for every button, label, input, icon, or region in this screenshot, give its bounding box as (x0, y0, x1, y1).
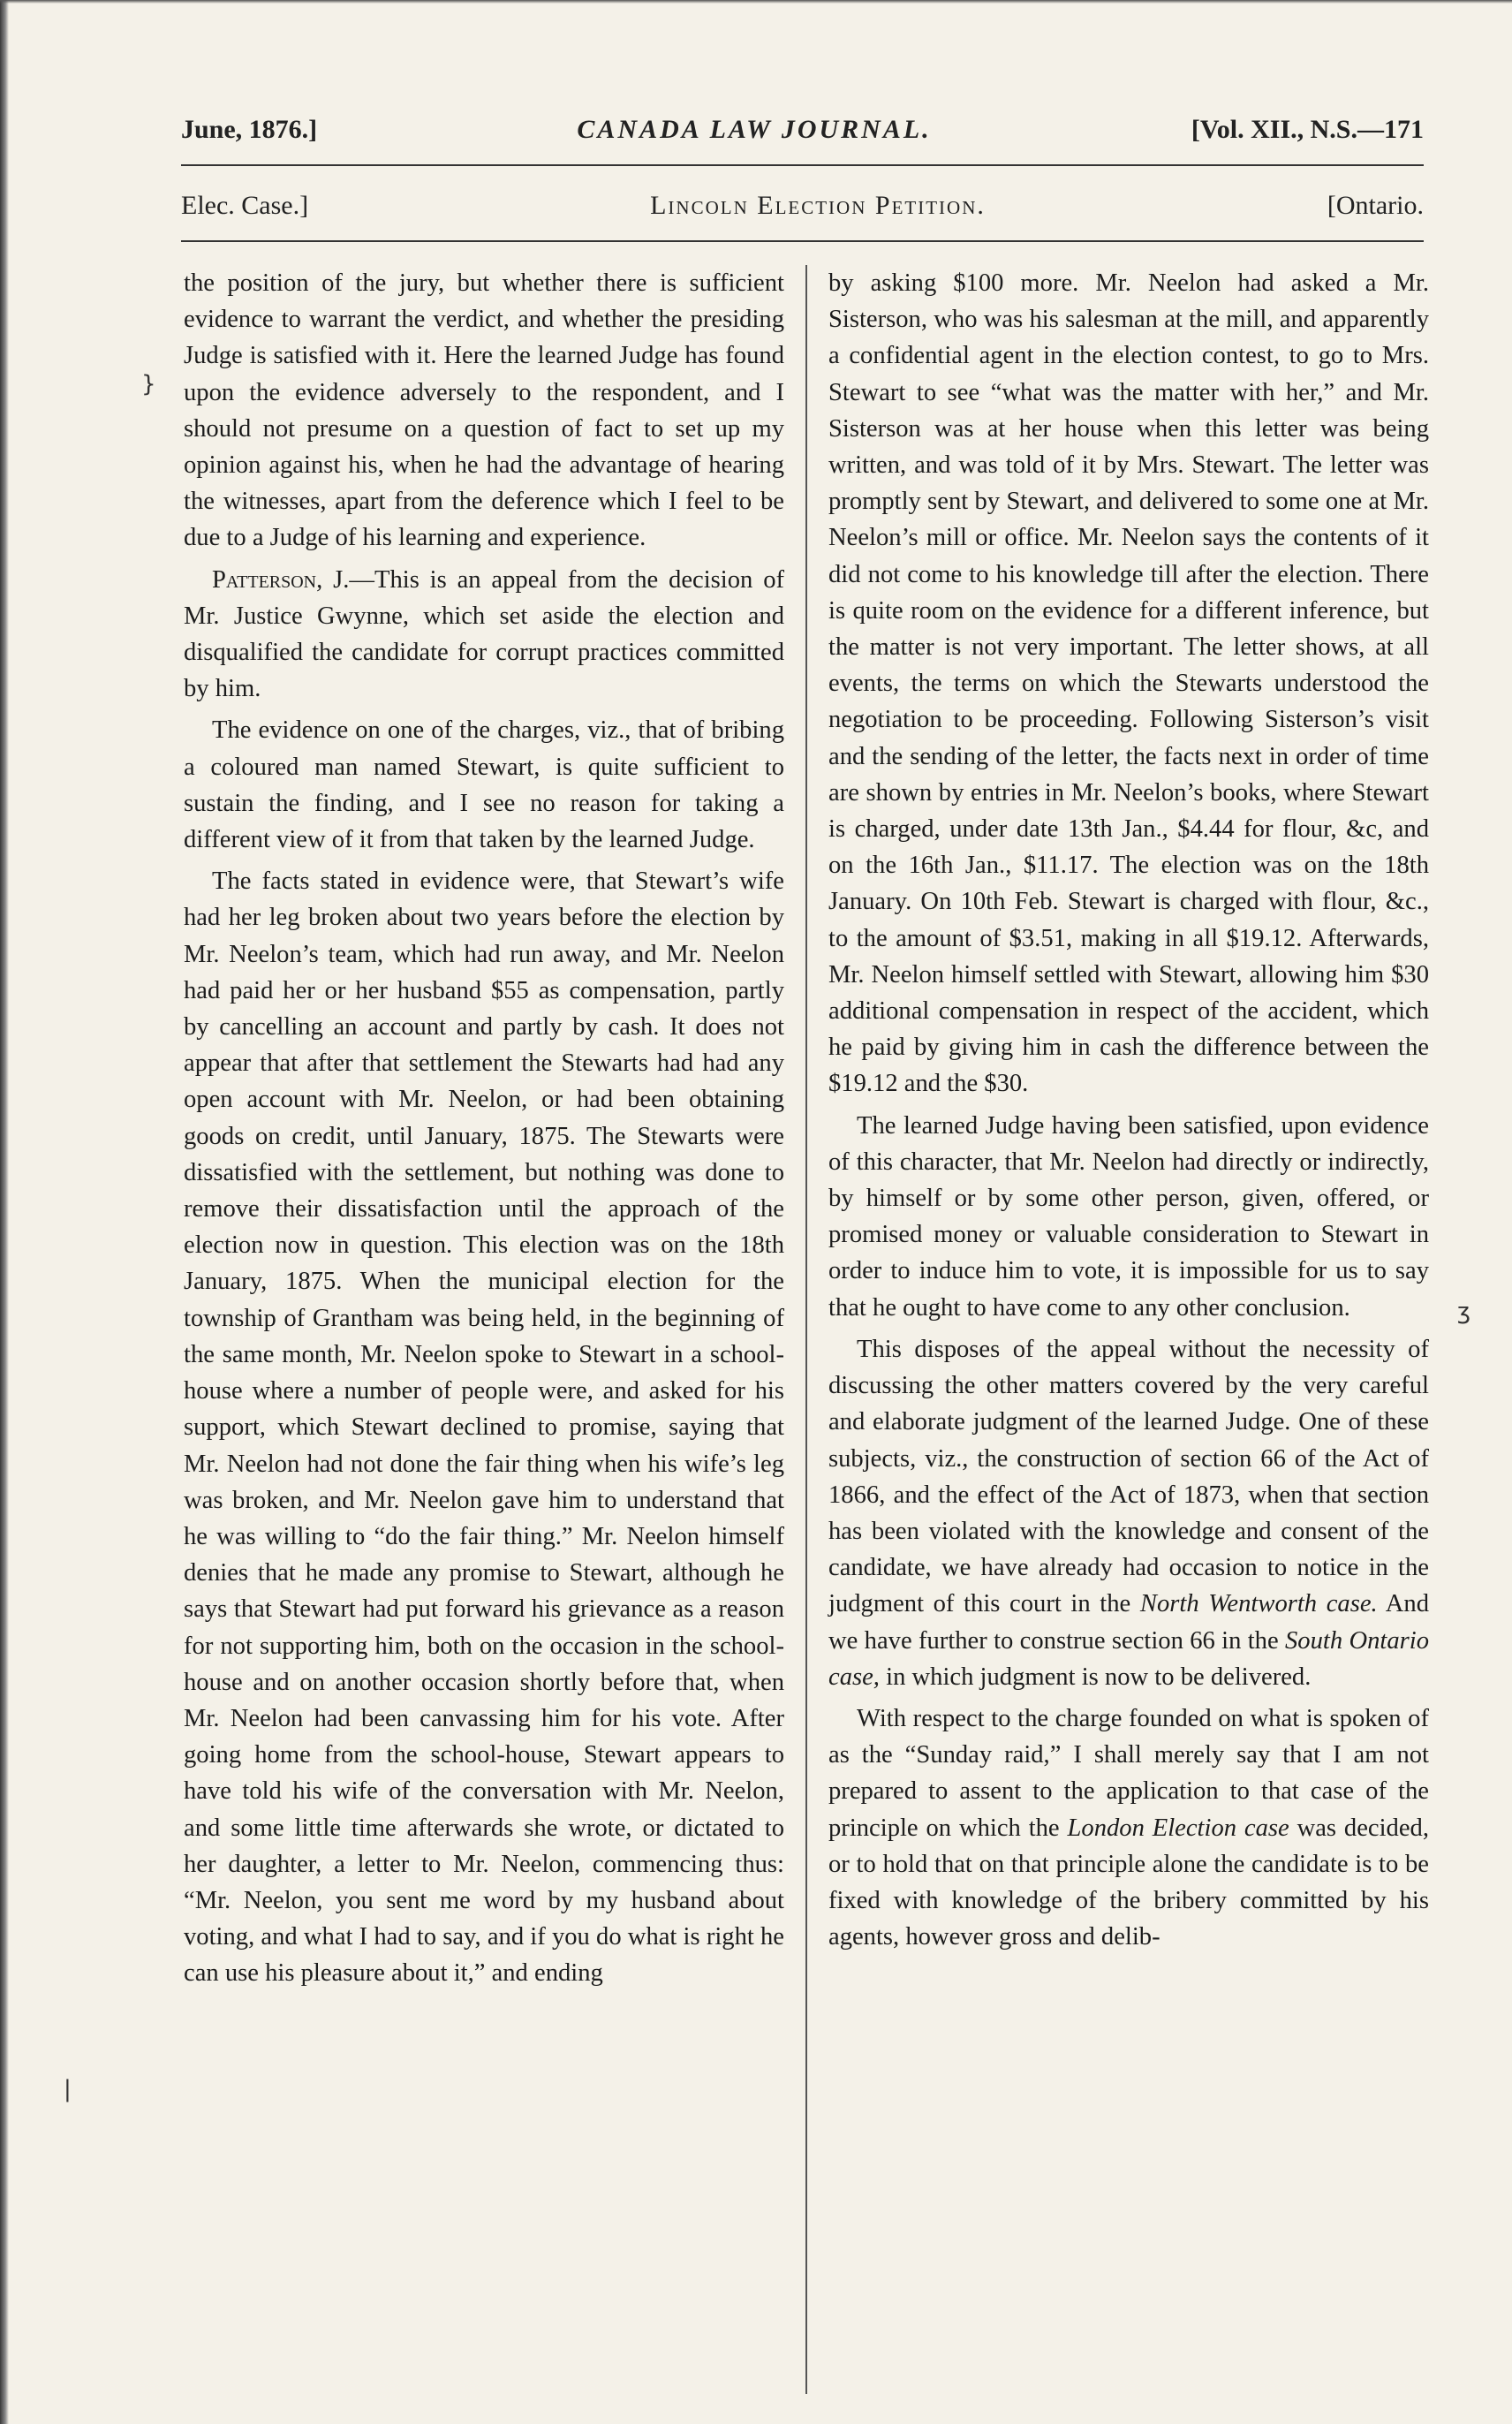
case-section-label: Elec. Case.] (181, 191, 309, 220)
header-journal-title: CANADA LAW JOURNAL. (577, 115, 932, 144)
paragraph-text: was decided, or to hold that on that principle alone the candidate is to be fixed with knowledge of the bribery committed by his agents, however gross and delib- (828, 1814, 1429, 1951)
paragraph (828, 1701, 1429, 1955)
header-rule (181, 164, 1424, 166)
paragraph: the position of the jury, but whether there is sufficient evidence to warrant the verdict, and whether the presiding Judge is satisfied with it. Here the learned Judge has found upon the evidence adversely to the respondent, and I should not presume on a question of fact to set up my opinion against his, when he had the advantage of hearing the witnesses, apart from the deference which I feel to be due to a Judge of his learning and experience. (184, 269, 784, 552)
paragraph-text: in which judgment is now to be delivered. (886, 1663, 1312, 1691)
case-title: Lincoln Election Petition. (650, 191, 986, 220)
left-column (184, 265, 784, 1992)
running-header (181, 115, 1424, 145)
right-column (828, 265, 1429, 1955)
case-header-rule (181, 240, 1424, 242)
paragraph: The evidence on one of the charges, viz., that of bribing a coloured man named Stewart, is quite sufficient to sustain the finding, and I see no reason for taking a different view of it from that taken by the learned Judge. (184, 716, 784, 854)
paragraph-text: And we have further to construe section 66 in the (828, 1590, 1430, 1655)
paragraph-text: This disposes of the appeal without the necessity of discussing the other matters covered by the very careful and elaborate judgment of the learned Judge. One of these subjects, viz., the construction of section 66 of the Act of 1866, and the effect of the Act of 1873, when that section has been violated with the knowledge and consent of the candidate, we have already had occasion to notice in the judgment of this court in the (828, 1335, 1429, 1618)
case-citation: South Ontario case, (828, 1626, 1430, 1691)
paragraph (828, 1331, 1429, 1695)
paragraph-text: —This is an appeal from the decision of Mr. Justice Gwynne, which set aside the election and disqualified the candidate for corrupt practices committed by him. (184, 565, 785, 703)
page-top-edge (0, 0, 1512, 4)
header-volume-page: [Vol. XII., N.S.—171 (1191, 115, 1424, 144)
column-divider (805, 265, 807, 2394)
paragraph (184, 562, 784, 708)
case-citation: North Wentworth case. (1139, 1590, 1378, 1618)
paragraph: The learned Judge having been satisfied, upon evidence of this character, that Mr. Neelon had directly or indirectly, by himself or by some other person, given, offered, or promised money or valuable consideration to Stewart in order to induce him to vote, it is impossible for us to say that he ought to have come to any other conclusion. (828, 1111, 1429, 1322)
header-date: June, 1876.] (181, 115, 318, 144)
paragraph-text: With respect to the charge founded on what is spoken of as the “Sunday raid,” I shall merely say that I am not prepared to assent to the application to that case of the principle on which the (828, 1704, 1429, 1842)
margin-annotation-mark: } (141, 371, 156, 398)
case-citation: London Election case (1067, 1814, 1289, 1842)
margin-annotation-mark: | (64, 2076, 72, 2102)
case-province: [Ontario. (1327, 191, 1424, 220)
paragraph: by asking $100 more. Mr. Neelon had asked a Mr. Sisterson, who was his salesman at the mill, and apparently a confidential agent in the election contest, to go to Mrs. Stewart to see “what was the matter with her,” and Mr. Sisterson was at her house when this letter was being written, and was told of it by Mrs. Stewart. The letter was promptly sent by Stewart, and delivered to some one at Mr. Neelon’s mill or office. Mr. Neelon says the contents of it did not come to his knowledge till after the election. There is quite room on the evidence for a different inference, but the matter is not very important. The letter shows, at all events, the terms on which the Stewarts understood the negotiation to be proceeding. Following Sisterson’s visit and the sending of the letter, the facts next in order of time are shown by entries in Mr. Neelon’s books, where Stewart is charged, under date 13th Jan., $4.44 for flour, &c, and on the 16th Jan., $11.17. The election was on the 18th January. On 10th Feb. Stewart is charged with flour, &c., to the amount of $3.51, making in all $19.12. Afterwards, Mr. Neelon himself settled with Stewart, allowing him $30 additional compensation in respect of the accident, which he paid by giving him in cash the difference between the $19.12 and the $30. (828, 269, 1429, 1098)
case-header (181, 191, 1424, 221)
judge-name: Patterson, J. (212, 565, 350, 594)
margin-annotation-mark: ʒ (1457, 1299, 1471, 1325)
paragraph: The facts stated in evidence were, that Stewart’s wife had her leg broken about two years before the election by Mr. Neelon’s team, which had run away, and Mr. Neelon had paid her or her husband $55 as compensation, partly by cancelling an account and partly by cash. It does not appear that after that settlement the Stewarts had had any open account with Mr. Neelon, or had been obtaining goods on credit, until January, 1875. The Stewarts were dissatisfied with the settlement, but nothing was done to remove their dissatisfaction until the approach of the election now in question. This election was on the 18th January, 1875. When the municipal election for the township of Grantham was being held, in the beginning of the same month, Mr. Neelon spoke to Stewart in a school-house where a number of people were, and asked for his support, which Stewart declined to promise, saying that Mr. Neelon had not done the fair thing when his wife’s leg was broken, and Mr. Neelon gave him to understand that he was willing to “do the fair thing.” Mr. Neelon himself denies that he made any promise to Stewart, although he says that Stewart had put forward his grievance as a reason for not supporting him, both on the occasion in the school-house and on another occasion shortly before that, when Mr. Neelon had been canvassing him for his vote. After going home from the school-house, Stewart appears to have told his wife of the conversation with Mr. Neelon, and some little time afterwards she wrote, or dictated to her daughter, a letter to Mr. Neelon, commencing thus: “Mr. Neelon, you sent me word by my husband about voting, and what I had to say, and if you do what is right he can use his pleasure about it,” and ending (184, 867, 784, 1988)
page-binding-edge (0, 0, 9, 2424)
